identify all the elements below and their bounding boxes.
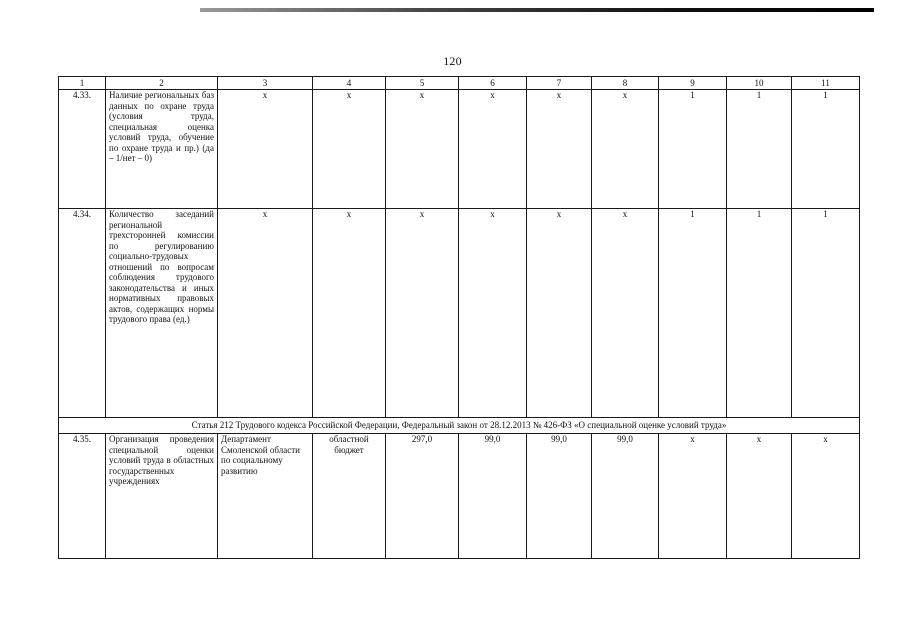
column-header: 6 (459, 77, 527, 90)
program-table (58, 76, 860, 559)
item-number: 4.34. (59, 209, 106, 418)
cell-value: x (386, 90, 459, 209)
column-header: 8 (592, 77, 659, 90)
column-header: 5 (386, 77, 459, 90)
cell-value: x (218, 90, 313, 209)
funding-source: областной бюджет (313, 434, 386, 559)
cell-value: 1 (659, 209, 727, 418)
cell-value: 297,0 (386, 434, 459, 559)
column-header: 10 (727, 77, 792, 90)
cell-value: x (218, 209, 313, 418)
column-header: 4 (313, 77, 386, 90)
item-name: Наличие региональных баз данных по охране труда (условия труда, специальная оценка условий труда, обучение по охране труда и пр.) (да – 1/нет – 0) (106, 90, 218, 209)
cell-value: x (313, 90, 386, 209)
table-row (59, 209, 860, 418)
cell-value: 1 (727, 209, 792, 418)
cell-value: x (386, 209, 459, 418)
cell-value: 1 (727, 90, 792, 209)
cell-value: 1 (659, 90, 727, 209)
cell-value: x (792, 434, 860, 559)
column-header: 7 (527, 77, 592, 90)
item-number: 4.35. (59, 434, 106, 559)
column-header: 2 (106, 77, 218, 90)
page-number: 120 (443, 54, 462, 68)
column-header: 11 (792, 77, 860, 90)
item-name: Количество заседаний региональной трехсторонней комиссии по регулированию социально-трудовых отношений по вопросам соблюдения трудового законодательства и иных нормативных правовых актов, содержащих нормы трудового права (ед.) (106, 209, 218, 418)
cell-value: x (459, 90, 527, 209)
column-header: 3 (218, 77, 313, 90)
cell-value: x (592, 209, 659, 418)
top-rule (200, 8, 874, 12)
column-header: 1 (59, 77, 106, 90)
executor: Департамент Смоленской области по социальному развитию (218, 434, 313, 559)
cell-value: x (313, 209, 386, 418)
law-reference-row (59, 418, 860, 434)
cell-value: x (592, 90, 659, 209)
column-header: 9 (659, 77, 727, 90)
cell-value: 1 (792, 90, 860, 209)
cell-value: x (727, 434, 792, 559)
table-row (59, 434, 860, 559)
cell-value: x (527, 90, 592, 209)
column-number-row (59, 77, 860, 90)
cell-value: 1 (792, 209, 860, 418)
cell-value: 99,0 (592, 434, 659, 559)
cell-value: 99,0 (459, 434, 527, 559)
cell-value: x (527, 209, 592, 418)
table-row (59, 90, 860, 209)
cell-value: x (659, 434, 727, 559)
law-reference: Статья 212 Трудового кодекса Российской Федерации, Федеральный закон от 28.12.2013 № 426-ФЗ «О специальной оценке условий труда» (59, 418, 860, 434)
cell-value: x (459, 209, 527, 418)
item-number: 4.33. (59, 90, 106, 209)
item-name: Организация проведения специальной оценки условий труда в областных государственных учреждениях (106, 434, 218, 559)
cell-value: 99,0 (527, 434, 592, 559)
